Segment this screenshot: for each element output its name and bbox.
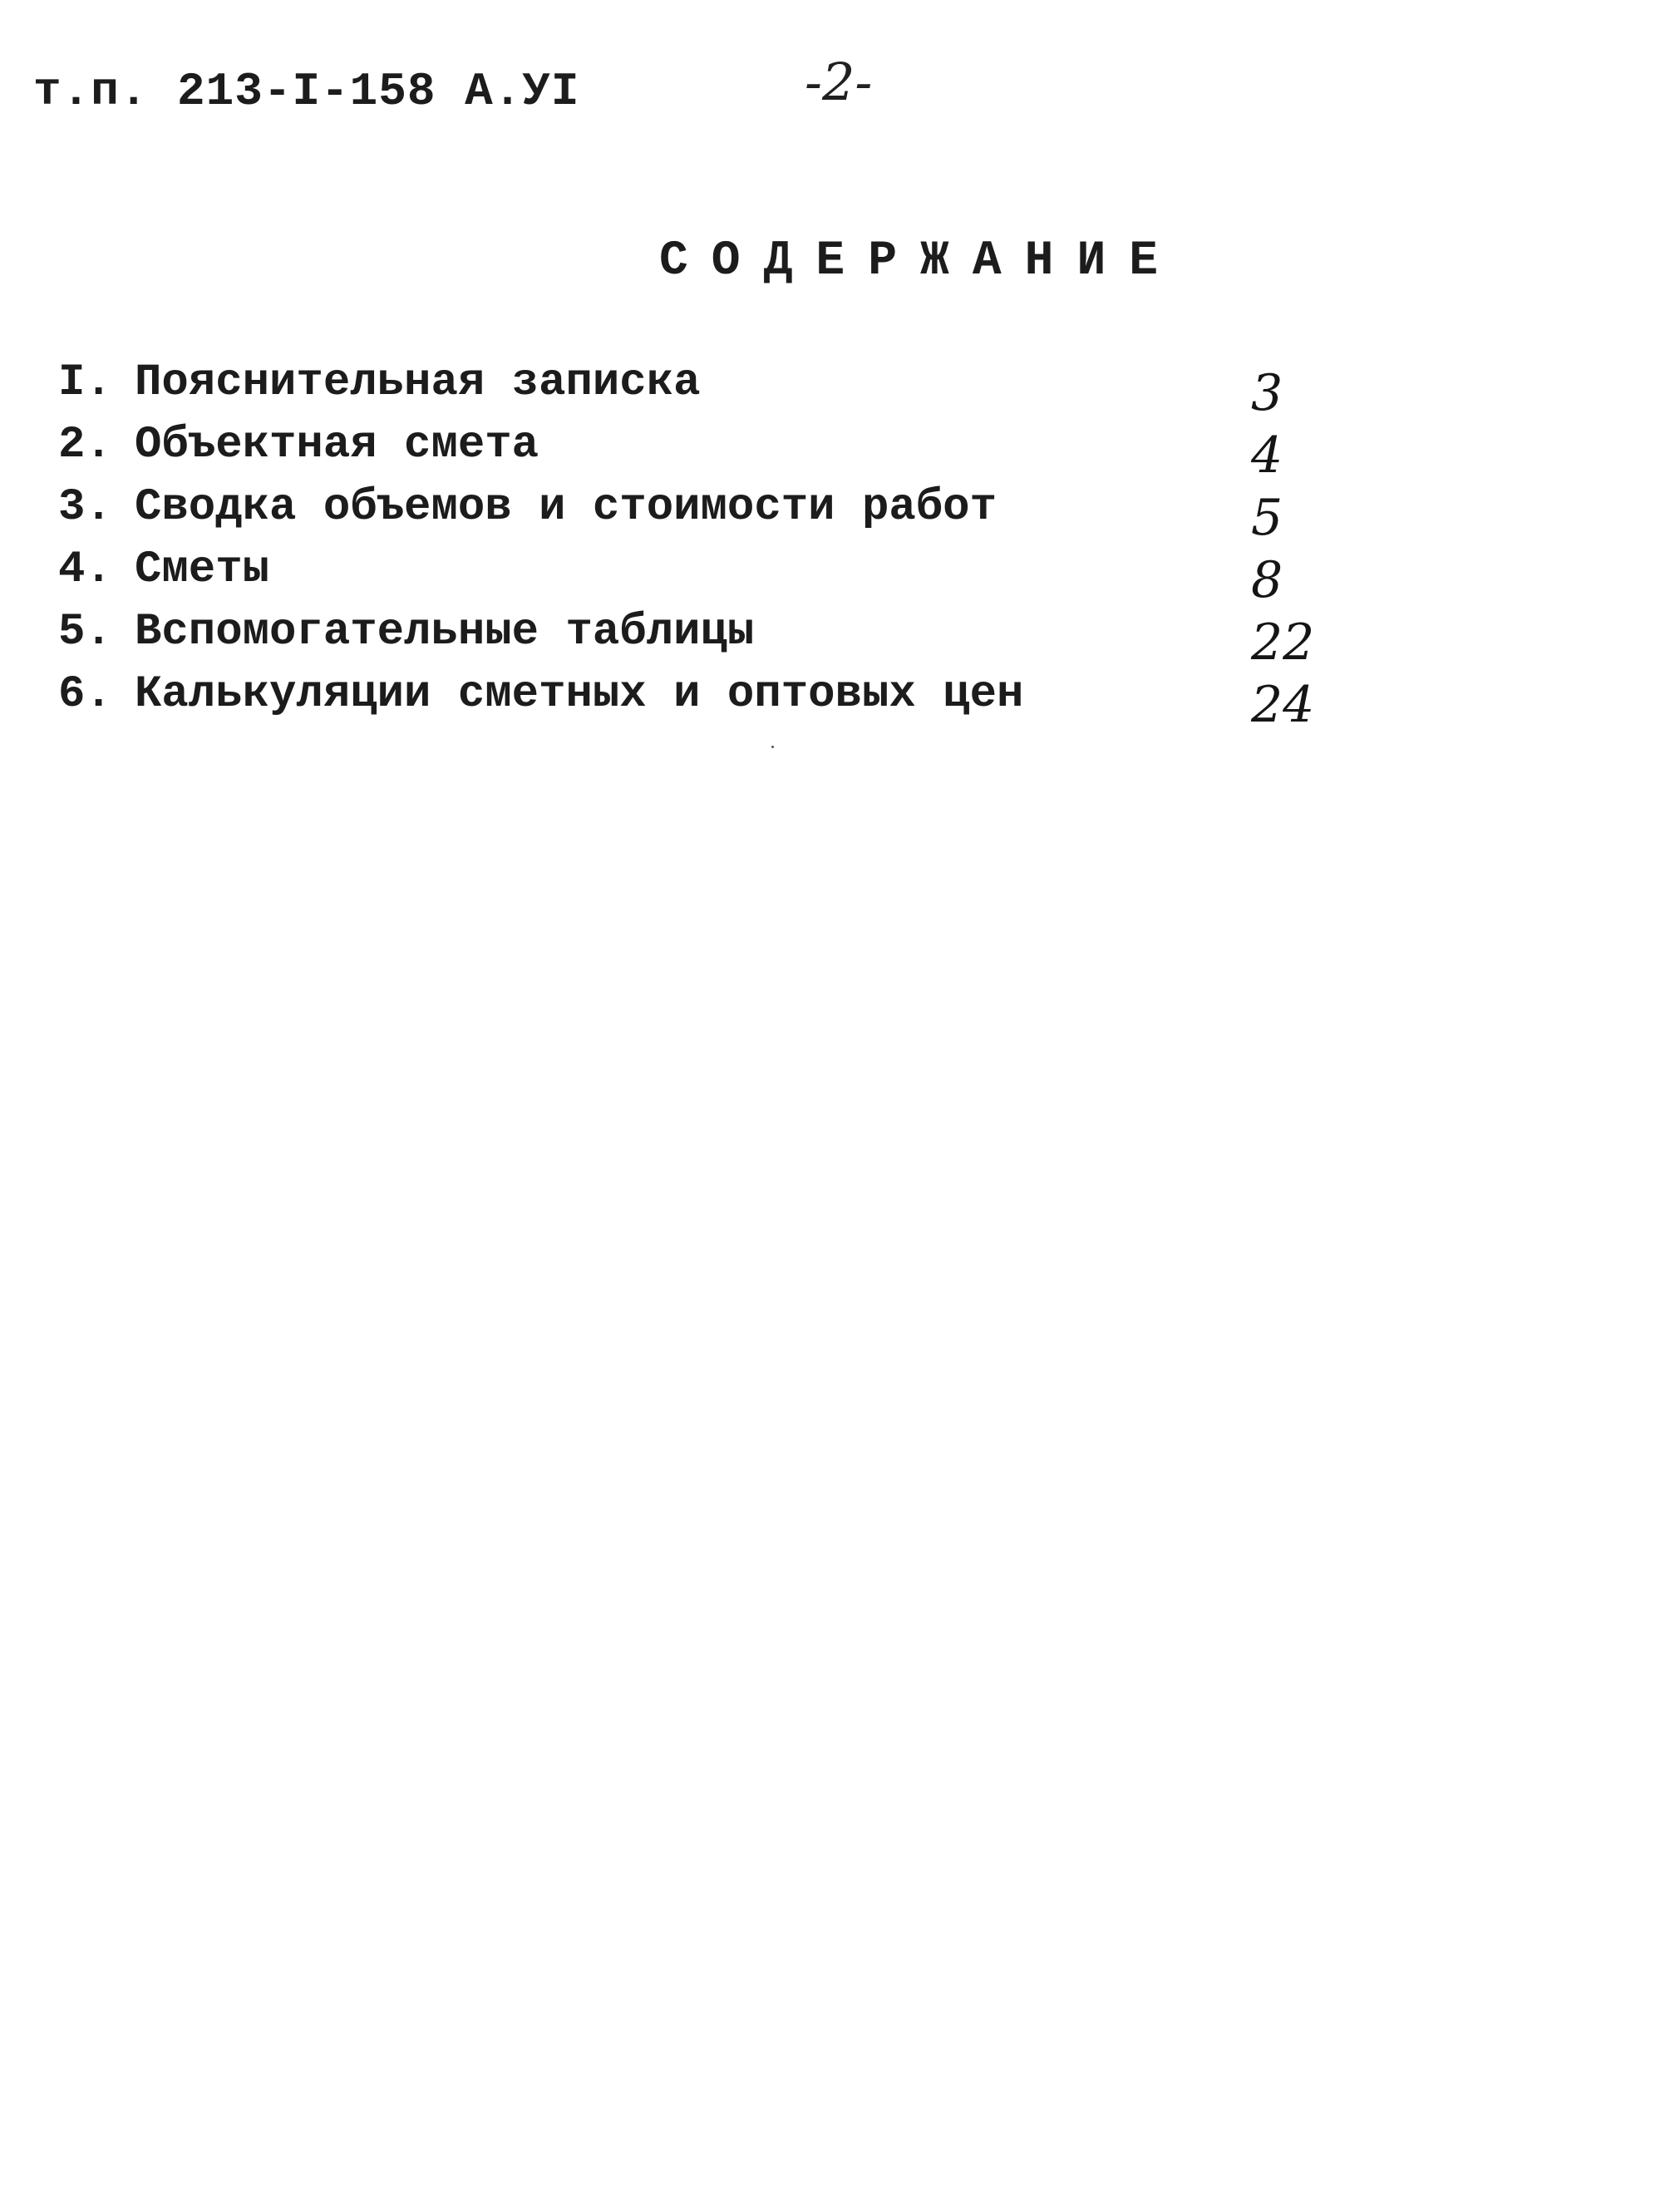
toc-item-label: Пояснительная записка — [135, 357, 701, 408]
toc-item — [58, 669, 1355, 732]
toc-item-label: Вспомогательные таблицы — [135, 607, 755, 658]
toc-item-number: 6. — [58, 669, 112, 720]
table-of-contents — [58, 357, 1355, 732]
toc-item-page: 24 — [1251, 676, 1315, 734]
toc-item — [58, 482, 1355, 547]
toc-item-number: 5. — [58, 607, 112, 658]
toc-item-number: 3. — [58, 482, 112, 533]
toc-item-page: 8 — [1251, 551, 1283, 609]
toc-item-label: Объектная смета — [135, 420, 539, 470]
toc-title: СОДЕРЖАНИЕ — [659, 234, 1182, 288]
toc-item-page: 5 — [1251, 489, 1283, 547]
toc-item-label: Сметы — [135, 544, 270, 595]
toc-item-number: 4. — [58, 544, 112, 595]
toc-item — [58, 420, 1355, 485]
scan-speck — [771, 746, 774, 748]
toc-item-label: Калькуляции сметных и оптовых цен — [135, 669, 1024, 720]
page-number: -2- — [805, 52, 873, 112]
toc-item-page: 22 — [1251, 613, 1315, 672]
document-code: т.п. 213-I-158 А.УI — [33, 65, 580, 118]
toc-item-page: 3 — [1251, 364, 1283, 422]
toc-item — [58, 357, 1355, 420]
toc-item-number: 2. — [58, 420, 112, 470]
toc-item-number: I. — [58, 357, 112, 408]
toc-item-label: Сводка объемов и стоимости работ — [135, 482, 997, 533]
toc-item — [58, 544, 1355, 607]
toc-item-page: 4 — [1251, 426, 1283, 485]
toc-item — [58, 607, 1355, 672]
